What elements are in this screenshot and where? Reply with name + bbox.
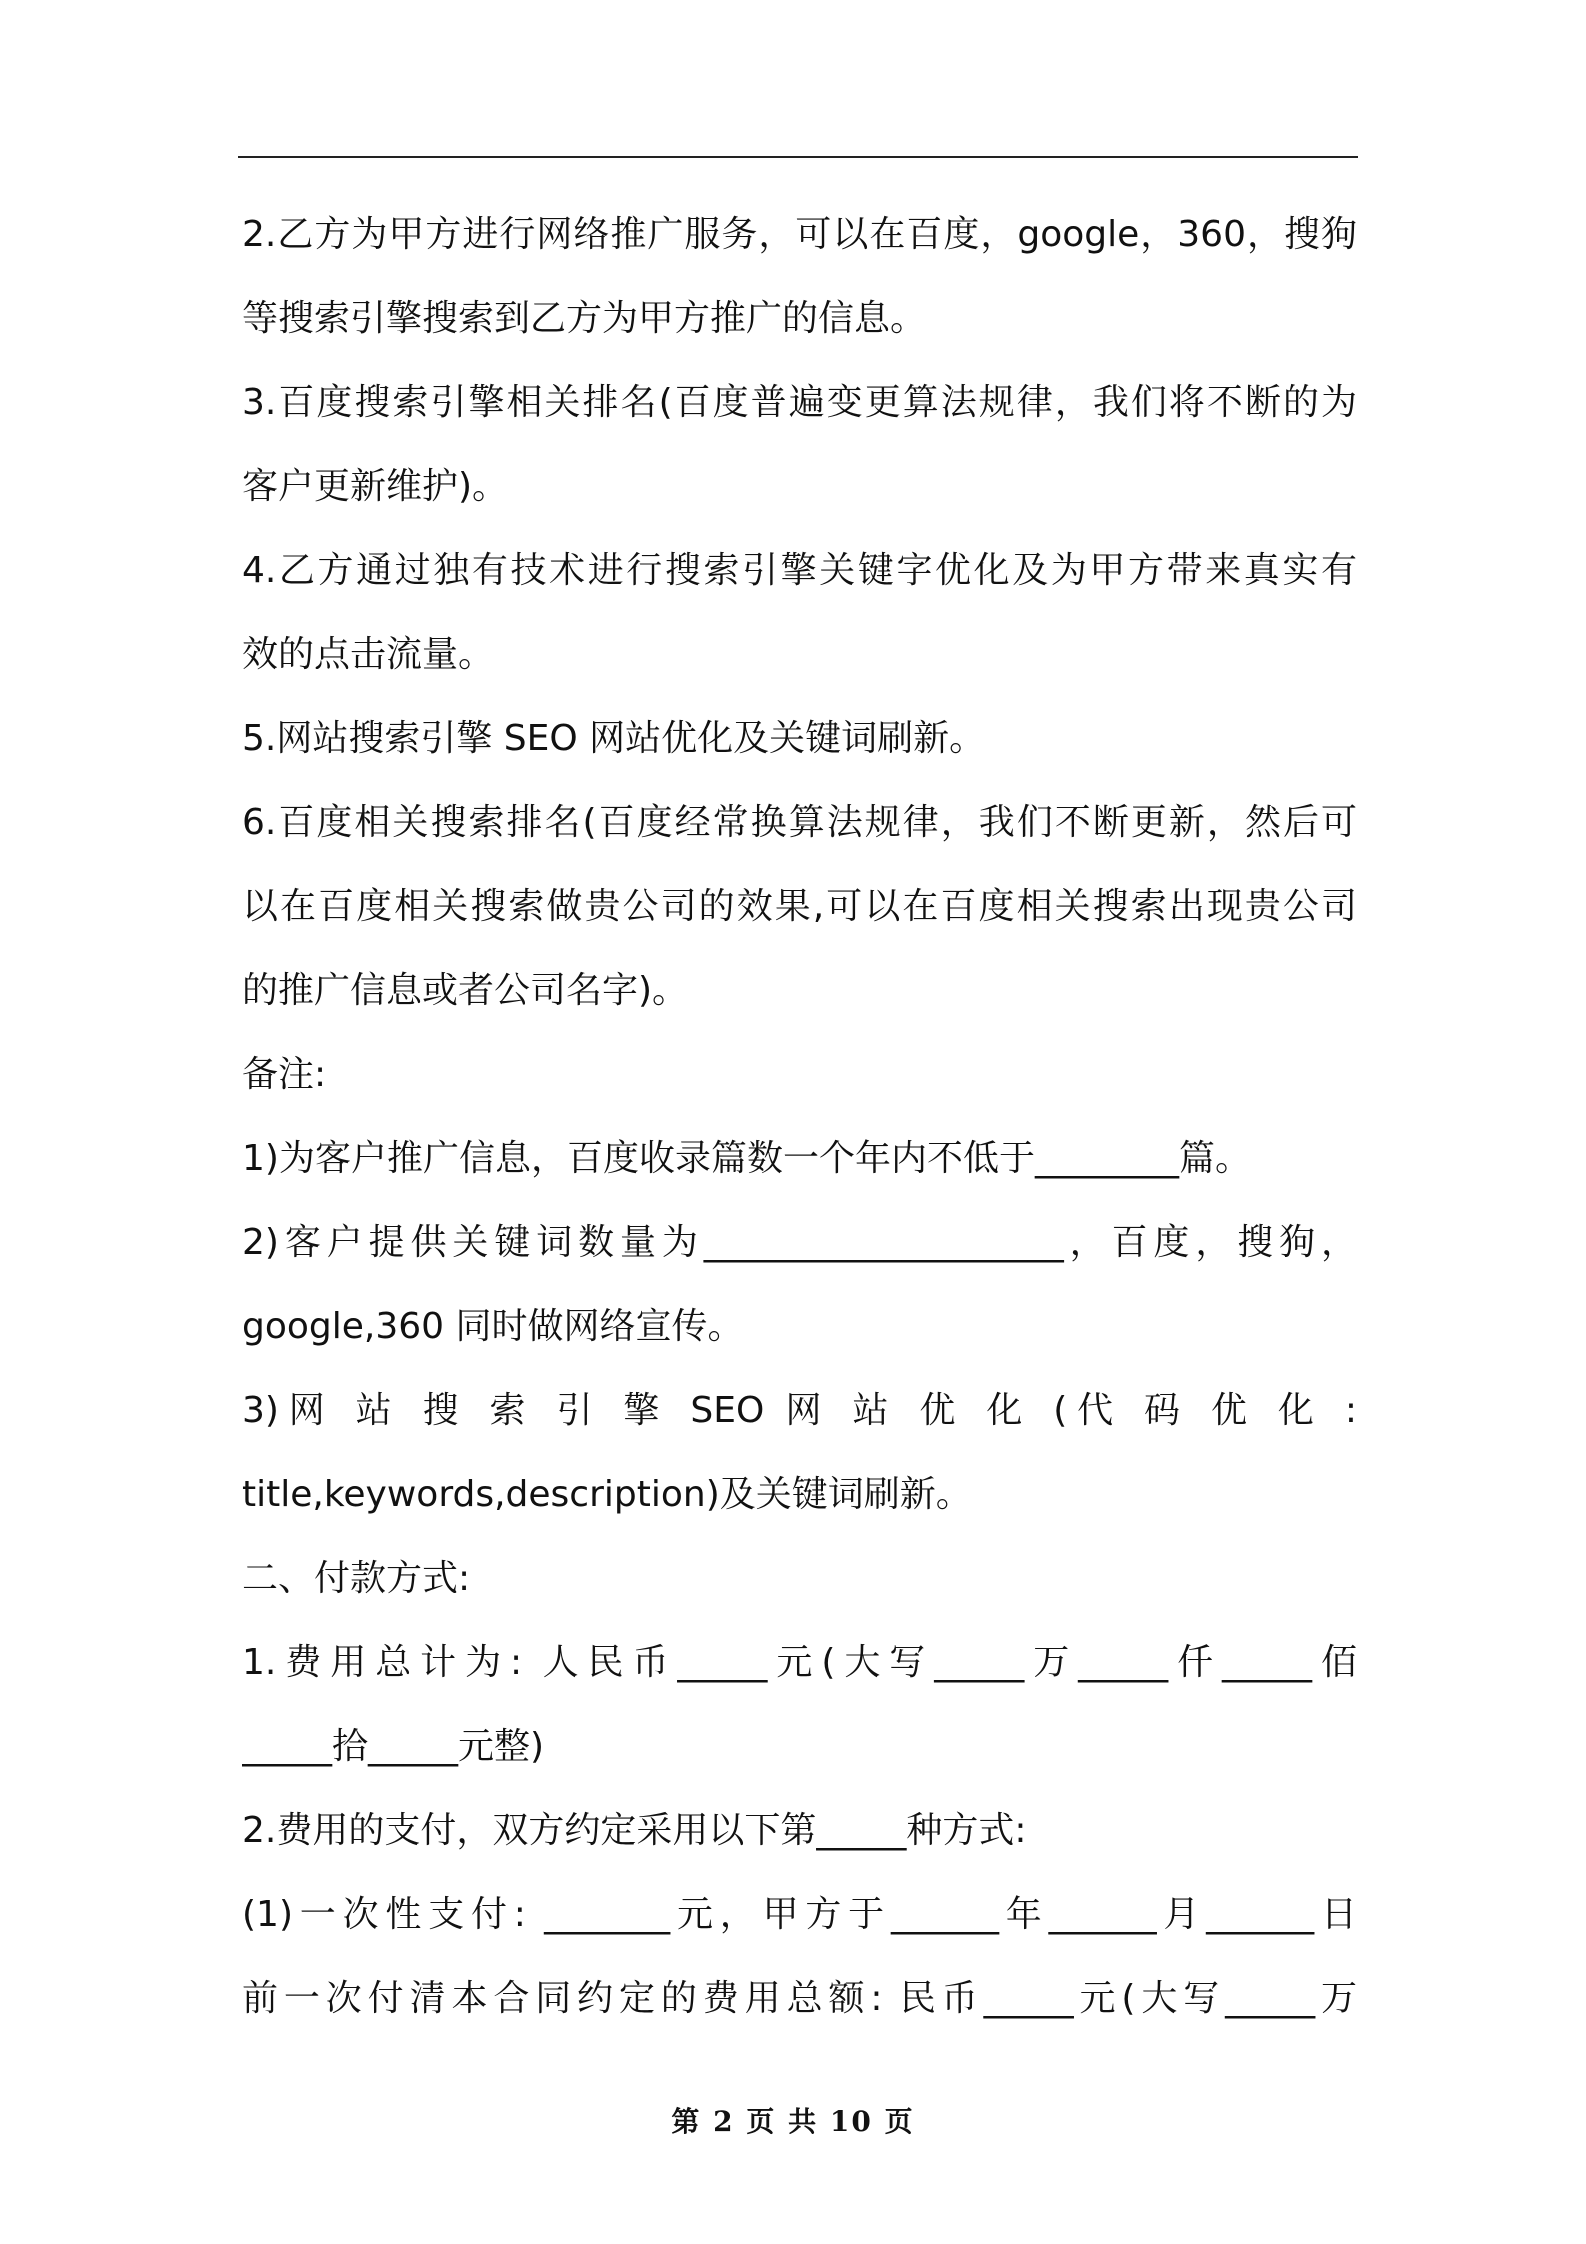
text-line: _____拾_____元整)	[242, 1726, 545, 1767]
text-line: title,keywords,description)及关键词刷新。	[242, 1474, 972, 1515]
text-line: 2.乙方为甲方进行网络推广服务，可以在百度，google，360，搜狗	[242, 214, 1357, 255]
text-line: 2)客户提供关键词数量为____________________，百度，搜狗，	[242, 1222, 1357, 1263]
text-line: 3)网 站 搜 索 引 擎 SEO 网 站 优 化 (代 码 优 化 :	[242, 1390, 1357, 1431]
text-line: 客户更新维护)。	[242, 466, 509, 507]
text-line: google,360 同时做网络宣传。	[242, 1306, 744, 1347]
text-line: 效的点击流量。	[242, 634, 495, 675]
text-line: 4.乙方通过独有技术进行搜索引擎关键字优化及为甲方带来真实有	[242, 550, 1357, 591]
text-line: 二、付款方式:	[242, 1558, 471, 1599]
document-body	[242, 193, 1357, 2041]
text-line: 前一次付清本合同约定的费用总额: 民币_____元(大写_____万	[242, 1978, 1357, 2019]
text-line: (1)一次性支付: _______元，甲方于______年______月______日	[242, 1894, 1357, 1935]
page-number: 第 2 页 共 10 页	[671, 2105, 915, 2138]
text-line: 2.费用的支付，双方约定采用以下第_____种方式:	[242, 1810, 1027, 1851]
text-line: 的推广信息或者公司名字)。	[242, 970, 689, 1011]
text-line: 3.百度搜索引擎相关排名(百度普遍变更算法规律，我们将不断的为	[242, 382, 1357, 423]
text-line: 6.百度相关搜索排名(百度经常换算法规律，我们不断更新，然后可	[242, 802, 1357, 843]
text-line: 备注:	[242, 1054, 327, 1095]
text-line: 1)为客户推广信息，百度收录篇数一个年内不低于________篇。	[242, 1138, 1251, 1179]
text-line: 等搜索引擎搜索到乙方为甲方推广的信息。	[242, 298, 927, 339]
text-line: 5.网站搜索引擎 SEO 网站优化及关键词刷新。	[242, 718, 986, 759]
text-line: 1.费用总计为: 人民币_____元(大写_____万_____仟_____佰	[242, 1642, 1357, 1683]
header-rule	[238, 156, 1358, 158]
text-line: 以在百度相关搜索做贵公司的效果,可以在百度相关搜索出现贵公司	[242, 886, 1357, 927]
